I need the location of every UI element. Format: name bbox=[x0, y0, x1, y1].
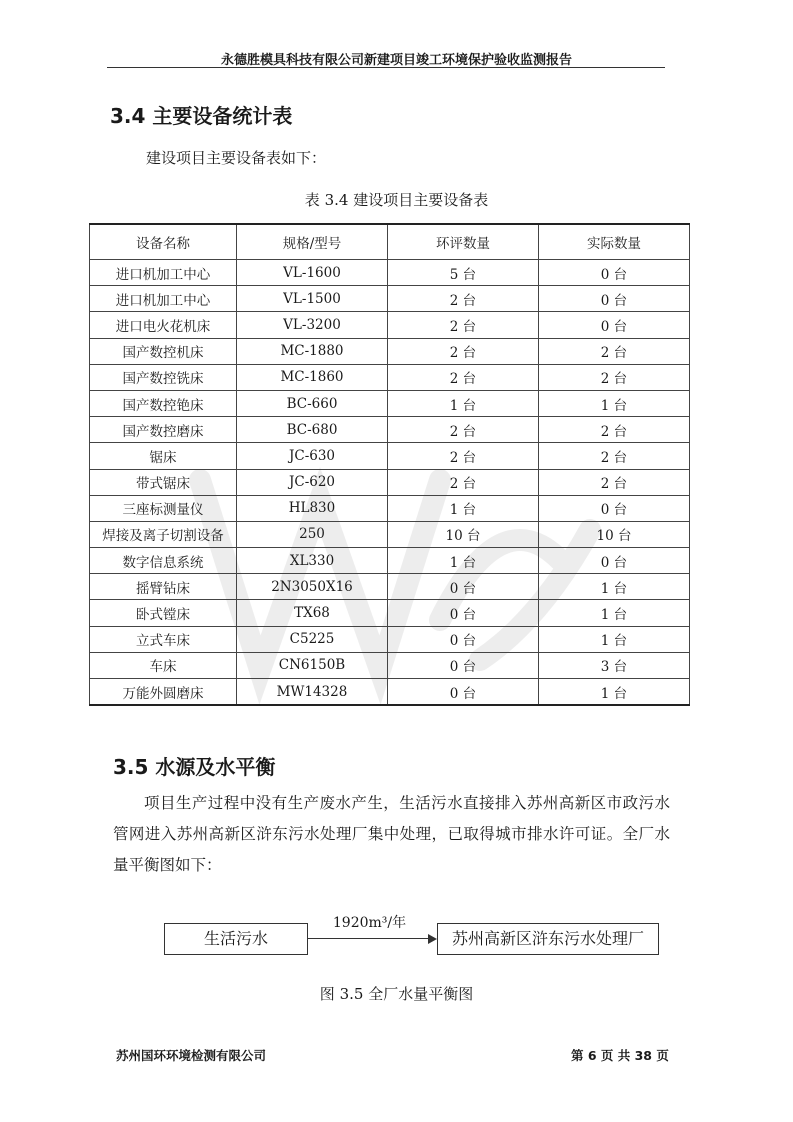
table-row bbox=[90, 626, 690, 652]
table-cell: 2 台 bbox=[539, 443, 690, 469]
table-row bbox=[90, 469, 690, 495]
table-cell: MC-1880 bbox=[237, 338, 388, 364]
table-cell: BC-680 bbox=[237, 417, 388, 443]
table-cell: 1 台 bbox=[539, 679, 690, 706]
table-cell: 10 台 bbox=[539, 521, 690, 547]
equipment-table bbox=[89, 223, 690, 706]
table-cell: 立式车床 bbox=[90, 626, 237, 652]
table-cell: MC-1860 bbox=[237, 364, 388, 390]
table-cell: VL-1600 bbox=[237, 260, 388, 286]
table-cell: 国产数控铯床 bbox=[90, 390, 237, 416]
table-cell: XL330 bbox=[237, 548, 388, 574]
table-caption: 表 3.4 建设项目主要设备表 bbox=[304, 191, 489, 209]
section-heading-3-4: 3.4 主要设备统计表 bbox=[110, 104, 293, 128]
table-header-row bbox=[90, 224, 690, 260]
column-header: 实际数量 bbox=[539, 224, 690, 260]
table-cell: 2 台 bbox=[388, 286, 539, 312]
table-cell: 2 台 bbox=[388, 338, 539, 364]
table-cell: 0 台 bbox=[539, 286, 690, 312]
table-cell: 1 台 bbox=[388, 495, 539, 521]
table-cell: 0 台 bbox=[539, 548, 690, 574]
table-cell: 2 台 bbox=[388, 364, 539, 390]
table-cell: 2 台 bbox=[539, 338, 690, 364]
table-cell: 0 台 bbox=[388, 679, 539, 706]
table-row bbox=[90, 260, 690, 286]
table-cell: JC-630 bbox=[237, 443, 388, 469]
table-cell: BC-660 bbox=[237, 390, 388, 416]
table-cell: MW14328 bbox=[237, 679, 388, 706]
table-cell: 带式锯床 bbox=[90, 469, 237, 495]
table-cell: VL-3200 bbox=[237, 312, 388, 338]
table-cell: 2 台 bbox=[388, 443, 539, 469]
table-cell: 1 台 bbox=[539, 626, 690, 652]
table-cell: 锯床 bbox=[90, 443, 237, 469]
table-cell: 1 台 bbox=[388, 548, 539, 574]
footer-company: 苏州国环环境检测有限公司 bbox=[116, 1048, 267, 1063]
table-row bbox=[90, 364, 690, 390]
column-header: 设备名称 bbox=[90, 224, 237, 260]
table-row bbox=[90, 548, 690, 574]
table-row bbox=[90, 679, 690, 706]
section-intro: 建设项目主要设备表如下： bbox=[146, 149, 327, 167]
table-cell: 2N3050X16 bbox=[237, 574, 388, 600]
flow-label: 1920m³/年 bbox=[332, 915, 407, 931]
table-cell: 万能外圆磨床 bbox=[90, 679, 237, 706]
table-cell: TX68 bbox=[237, 600, 388, 626]
table-cell: 进口机加工中心 bbox=[90, 260, 237, 286]
table-cell: 2 台 bbox=[388, 469, 539, 495]
table-cell: 车床 bbox=[90, 652, 237, 678]
table-cell: 国产数控铣床 bbox=[90, 364, 237, 390]
table-cell: 焊接及离子切割设备 bbox=[90, 521, 237, 547]
footer-page-number: 第 6 页 共 38 页 bbox=[571, 1048, 669, 1063]
table-row bbox=[90, 600, 690, 626]
table-cell: 2 台 bbox=[539, 364, 690, 390]
table-row bbox=[90, 417, 690, 443]
table-cell: 10 台 bbox=[388, 521, 539, 547]
table-row bbox=[90, 390, 690, 416]
table-cell: 2 台 bbox=[539, 417, 690, 443]
table-cell: 1 台 bbox=[539, 390, 690, 416]
header-rule bbox=[107, 67, 665, 68]
table-cell: 三座标测量仪 bbox=[90, 495, 237, 521]
table-row bbox=[90, 574, 690, 600]
flow-target-box: 苏州高新区浒东污水处理厂 bbox=[437, 923, 659, 955]
table-cell: 2 台 bbox=[388, 312, 539, 338]
flow-arrow-line bbox=[307, 938, 429, 939]
table-cell: 0 台 bbox=[388, 600, 539, 626]
flow-arrow-head-icon bbox=[428, 934, 437, 944]
table-cell: 3 台 bbox=[539, 652, 690, 678]
table-cell: JC-620 bbox=[237, 469, 388, 495]
table-row bbox=[90, 443, 690, 469]
column-header: 规格/型号 bbox=[237, 224, 388, 260]
table-cell: 国产数控磨床 bbox=[90, 417, 237, 443]
table-cell: 2 台 bbox=[388, 417, 539, 443]
section-heading-3-5: 3.5 水源及水平衡 bbox=[113, 755, 276, 779]
equipment-table-body bbox=[90, 260, 690, 706]
table-cell: 摇臂钻床 bbox=[90, 574, 237, 600]
table-cell: 1 台 bbox=[539, 600, 690, 626]
table-row bbox=[90, 652, 690, 678]
table-row bbox=[90, 495, 690, 521]
table-cell: VL-1500 bbox=[237, 286, 388, 312]
table-cell: 0 台 bbox=[388, 652, 539, 678]
table-cell: 0 台 bbox=[388, 574, 539, 600]
table-cell: 国产数控机床 bbox=[90, 338, 237, 364]
table-cell: 进口机加工中心 bbox=[90, 286, 237, 312]
table-cell: 2 台 bbox=[539, 469, 690, 495]
table-cell: 250 bbox=[237, 521, 388, 547]
table-row bbox=[90, 312, 690, 338]
table-cell: 0 台 bbox=[539, 260, 690, 286]
table-cell: 0 台 bbox=[388, 626, 539, 652]
table-cell: 5 台 bbox=[388, 260, 539, 286]
table-cell: HL830 bbox=[237, 495, 388, 521]
table-row bbox=[90, 286, 690, 312]
table-cell: 数字信息系统 bbox=[90, 548, 237, 574]
table-cell: 卧式镗床 bbox=[90, 600, 237, 626]
table-row bbox=[90, 521, 690, 547]
table-cell: 1 台 bbox=[539, 574, 690, 600]
flow-source-box: 生活污水 bbox=[164, 923, 308, 955]
water-paragraph: 项目生产过程中没有生产废水产生，生活污水直接排入苏州高新区市政污水管网进入苏州高新区浒东污水处理厂集中处理，已取得城市排水许可证。全厂水量平衡图如下： bbox=[113, 794, 670, 874]
table-cell: 0 台 bbox=[539, 495, 690, 521]
table-cell: 进口电火花机床 bbox=[90, 312, 237, 338]
table-cell: C5225 bbox=[237, 626, 388, 652]
column-header: 环评数量 bbox=[388, 224, 539, 260]
header-title: 永德胜模具科技有限公司新建项目竣工环境保护验收监测报告 bbox=[220, 53, 572, 68]
figure-caption: 图 3.5 全厂水量平衡图 bbox=[319, 985, 474, 1003]
table-row bbox=[90, 338, 690, 364]
table-cell: 0 台 bbox=[539, 312, 690, 338]
table-cell: CN6150B bbox=[237, 652, 388, 678]
table-cell: 1 台 bbox=[388, 390, 539, 416]
